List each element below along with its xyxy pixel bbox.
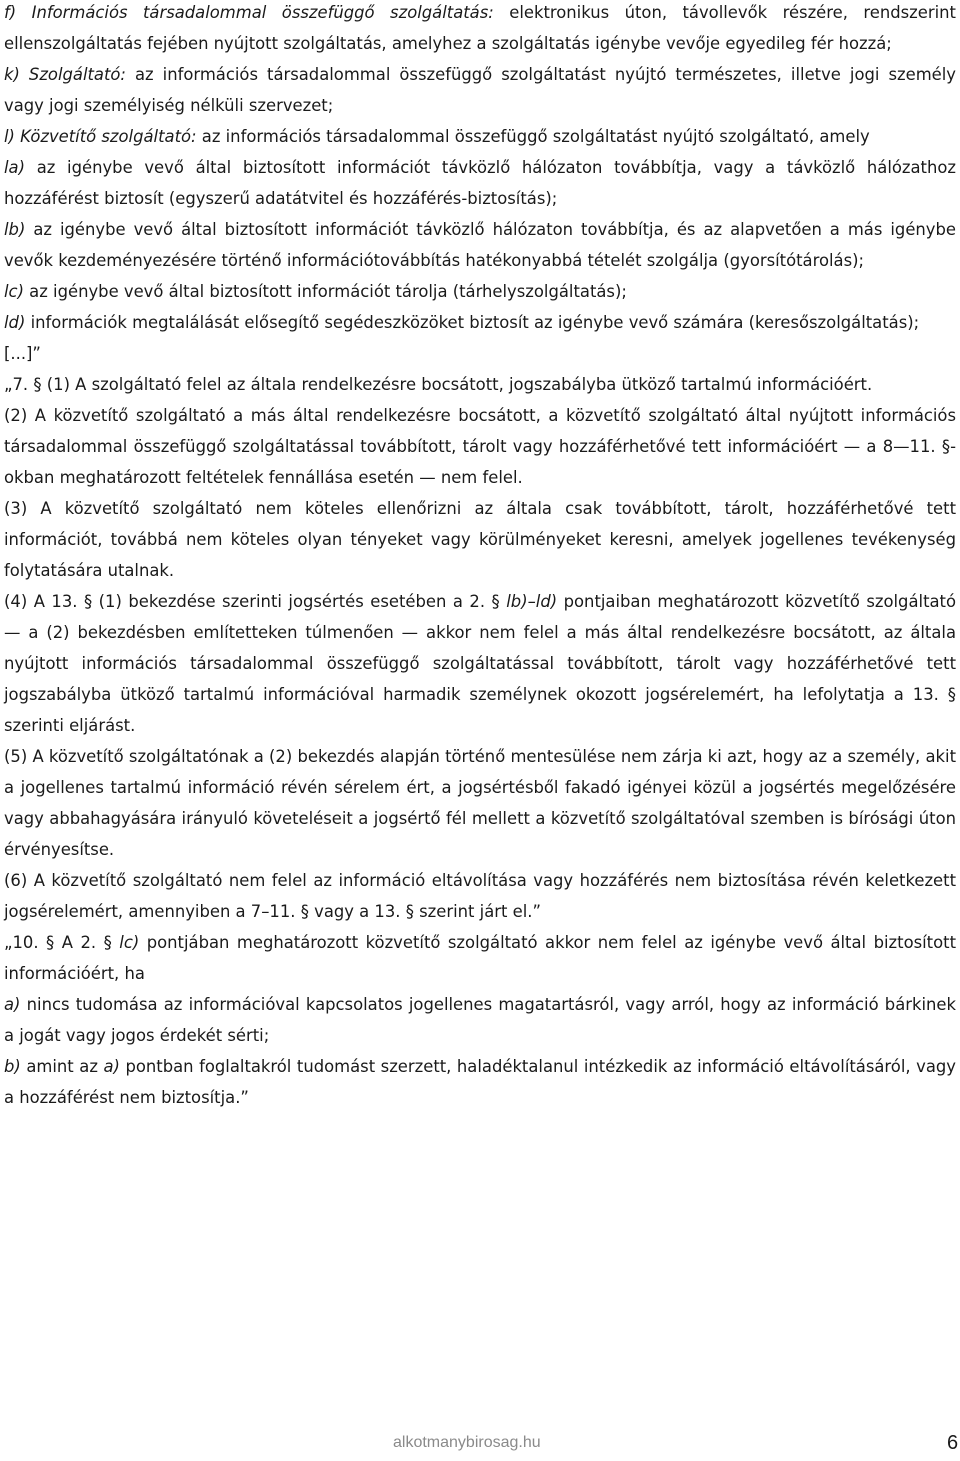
definition-la: la) az igénybe vevő által biztosított információt távközlő hálózaton továbbítja, vagy a távközlő hálózathoz hozzáférést biztosít (egyszerű adatátvitel és hozzáférés-biztosítás); — [4, 158, 956, 208]
definition-f: f) Információs társadalommal összefüggő szolgáltatás: elektronikus úton, távollevők részére, rendszerint ellenszolgáltatás fejében nyújtott szolgáltatás, amelyhez a szolgáltatás igénybe vevője egyedileg fér hozzá; — [4, 3, 956, 53]
term-la: la) — [4, 158, 25, 177]
section-10-point-b: b) amint az a) pontban foglaltakról tudomást szerzett, haladéktalanul intézkedik az információ eltávolításáról, vagy a hozzáférést nem biztosítja.” — [4, 1057, 956, 1107]
definition-lc: lc) az igénybe vevő által biztosított információt tárolja (tárhelyszolgáltatás); — [4, 282, 627, 301]
definition-lb: lb) az igénybe vevő által biztosított információt távközlő hálózaton továbbítja, és az alapvetően a más igénybe vevők kezdeményezésére történő információtovábbítás hatékonyabbá tételét szolgálja (gyorsítótárolás); — [4, 220, 956, 270]
document-body — [4, 0, 956, 1113]
term-k: k) Szolgáltató: — [4, 65, 126, 84]
section-7-para-4: (4) A 13. § (1) bekezdése szerinti jogsértés esetében a 2. § lb)–ld) pontjaiban meghatározott közvetítő szolgáltató — a (2) bekezdésben említetteken túlmenően — akkor nem felel a más által rendelkezésre bocsátott, az általa nyújtott információs társadalommal összefüggő szolgáltatással továbbított, tárolt vagy hozzáférhetővé tett jogszabályba ütköző tartalmú információval harmadik személynek okozott jogsérelemért, ha lefolytatja a 13. § szerinti eljárást. — [4, 592, 956, 735]
footer-site-name: alkotmanybirosag.hu — [393, 1434, 541, 1451]
section-7-para-6: (6) A közvetítő szolgáltató nem felel az információ eltávolítása vagy hozzáférés nem biztosítása révén keletkezett jogsérelemért, amennyiben a 7–11. § vagy a 13. § szerint járt el.” — [4, 871, 956, 921]
section-7-para-2: (2) A közvetítő szolgáltató a más által rendelkezésre bocsátott, a közvetítő szolgáltató által nyújtott információs társadalommal összefüggő szolgáltatással továbbított, tárolt vagy hozzáférhetővé tett információért — a 8—11. §-okban meghatározott feltételek fennállása esetén — nem felel. — [4, 406, 956, 487]
term-lb: lb) — [4, 220, 26, 239]
term-ld: ld) — [4, 313, 26, 332]
section-10-intro: „10. § A 2. § lc) pontjában meghatározott közvetítő szolgáltató akkor nem felel az igénybe vevő által biztosított információért, ha — [4, 933, 956, 983]
term-l: l) Közvetítő szolgáltató: — [4, 127, 197, 146]
omission-marker: [...]” — [4, 344, 41, 363]
definition-l: l) Közvetítő szolgáltató: az információs társadalommal összefüggő szolgáltatást nyújtó szolgáltató, amely — [4, 127, 870, 146]
definition-k: k) Szolgáltató: az információs társadalommal összefüggő szolgáltatást nyújtó természetes, illetve jogi személy vagy jogi személyiség nélküli szervezet; — [4, 65, 956, 115]
section-10-point-a: a) nincs tudomása az információval kapcsolatos jogellenes magatartásról, vagy arról, hogy az információ bárkinek a jogát vagy jogos érdekét sérti; — [4, 995, 956, 1045]
page-number: 6 — [947, 1432, 959, 1454]
section-7-para-1: „7. § (1) A szolgáltató felel az általa rendelkezésre bocsátott, jogszabályba ütköző tartalmú információért. — [4, 375, 873, 394]
term-lc: lc) — [4, 282, 24, 301]
section-7-para-3: (3) A közvetítő szolgáltató nem köteles ellenőrizni az általa csak továbbított, tárolt, hozzáférhetővé tett információt, továbbá nem köteles olyan tényeket vagy körülményeket keresni, amelyek jogellenes tevékenység folytatására utalnak. — [4, 499, 956, 580]
section-7-para-5: (5) A közvetítő szolgáltatónak a (2) bekezdés alapján történő mentesülése nem zárja ki azt, hogy az a személy, akit a jogellenes tartalmú információ révén sérelem ért, a jogsértésből fakadó igényei közül a jogsértés megelőzésére vagy abbahagyására irányuló követeléseit a jogsértő fél mellett a közvetítő szolgáltatóval szemben is bírósági úton érvényesítse. — [4, 747, 956, 859]
definition-ld: ld) információk megtalálását elősegítő segédeszközöket biztosít az igénybe vevő számára (keresőszolgáltatás); — [4, 313, 920, 332]
term-f: f) Információs társadalommal összefüggő szolgáltatás: — [4, 3, 494, 22]
